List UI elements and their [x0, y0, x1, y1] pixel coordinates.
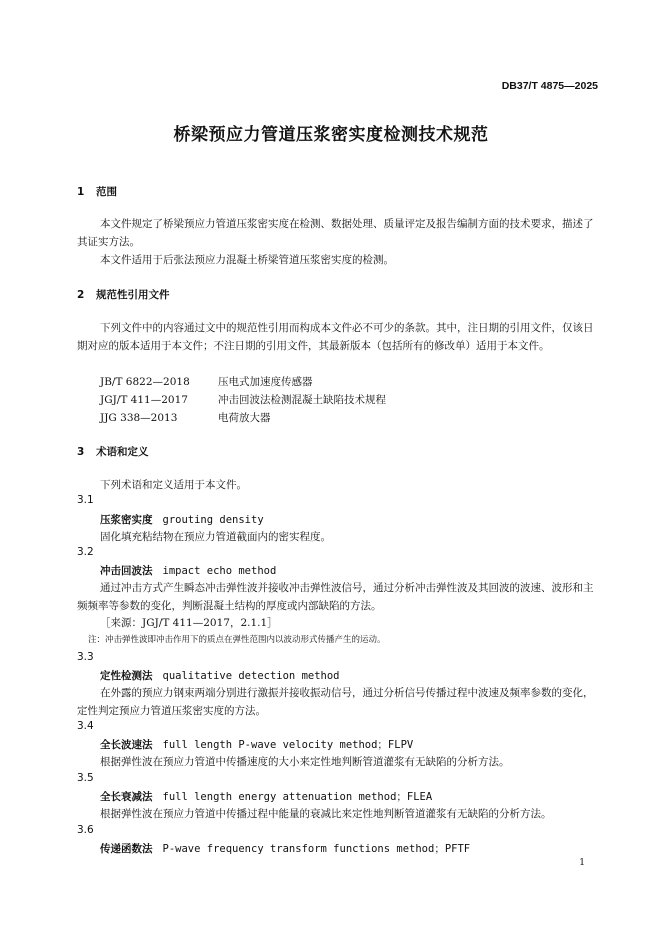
term-english: P-wave frequency transform functions method；PFTF	[162, 843, 471, 855]
term-number: 3.1	[77, 494, 94, 506]
term-entry	[100, 668, 340, 683]
term-chinese: 全长衰减法	[100, 791, 153, 803]
reference-name: 压电式加速度传感器	[218, 376, 313, 388]
normative-intro: 下列文件中的内容通过文中的规范性引用而构成本文件必不可少的条款。其中，注日期的引用文件，仅该日期对应的版本适用于本文件；不注日期的引用文件，其最新版本（包括所有的修改单）适用于本文件。	[77, 322, 594, 352]
term-number: 3.3	[77, 651, 94, 663]
reference-item	[100, 409, 271, 427]
term-definition: 根据弹性波在预应力管道中传播速度的大小来定性地判断管道灌浆有无缺陷的分析方法。	[100, 756, 510, 768]
section-title: 术语和定义	[96, 446, 149, 458]
standard-number: DB37/T 4875—2025	[501, 80, 598, 92]
scope-paragraph-2: 本文件适用于后张法预应力混凝土桥梁管道压浆密实度的检测。	[100, 254, 394, 266]
reference-code: JB/T 6822—2018	[100, 376, 190, 388]
section-number: 3	[77, 446, 85, 458]
term-number: 3.4	[77, 720, 94, 732]
term-definition: 在外露的预应力钢束两端分别进行激振并接收振动信号，通过分析信号传播过程中波速及频率参数的变化，定性判定预应力管道压浆密实度的方法。	[77, 687, 594, 717]
section-heading-terms	[77, 444, 149, 459]
term-english: impact echo method	[162, 565, 277, 577]
term-definition: 根据弹性波在预应力管道中传播过程中能量的衰减比来定性地判断管道灌浆有无缺陷的分析方法。	[100, 808, 552, 820]
scope-paragraph-1: 本文件规定了桥梁预应力管道压浆密实度在检测、数据处理、质量评定及报告编制方面的技术要求，描述了其证实方法。	[77, 218, 594, 248]
note-text: 冲击弹性波即冲击作用下的质点在弹性范围内以波动形式传播产生的运动。	[105, 635, 386, 645]
term-definition: 固化填充粘结物在预应力管道截面内的密实程度。	[100, 531, 331, 543]
term-entry	[100, 841, 470, 856]
section-number: 1	[77, 186, 85, 198]
term-english: full length P-wave velocity method；FLPV	[162, 739, 414, 751]
term-chinese: 全长波速法	[100, 739, 153, 751]
term-source: ［来源：JGJ/T 411—2017，2.1.1］	[100, 617, 278, 629]
terms-intro: 下列术语和定义适用于本文件。	[100, 479, 247, 491]
term-note	[88, 633, 386, 645]
term-entry	[100, 789, 432, 804]
term-english: grouting density	[162, 514, 264, 526]
reference-code: JJG 338—2013	[100, 412, 178, 424]
reference-item	[100, 391, 386, 409]
term-chinese: 传递函数法	[100, 843, 153, 855]
term-number: 3.2	[77, 546, 94, 558]
term-entry	[100, 563, 276, 578]
section-heading-scope	[77, 184, 117, 199]
term-english: qualitative detection method	[162, 670, 340, 682]
reference-name: 电荷放大器	[218, 412, 271, 424]
term-chinese: 定性检测法	[100, 670, 153, 682]
section-number: 2	[77, 289, 85, 301]
reference-name: 冲击回波法检测混凝土缺陷技术规程	[218, 394, 386, 406]
reference-code: JGJ/T 411—2017	[100, 394, 188, 406]
term-entry	[100, 737, 413, 752]
note-label: 注：	[88, 635, 106, 645]
page-number: 1	[579, 858, 585, 868]
term-chinese: 压浆密实度	[100, 514, 153, 526]
document-title: 桥梁预应力管道压浆密实度检测技术规范	[173, 125, 489, 145]
term-entry	[100, 512, 264, 527]
term-english: full length energy attenuation method；FLEA	[162, 791, 433, 803]
term-number: 3.6	[77, 824, 94, 836]
reference-item	[100, 373, 313, 391]
term-number: 3.5	[77, 772, 94, 784]
section-heading-normative	[77, 287, 170, 302]
term-chinese: 冲击回波法	[100, 565, 153, 577]
section-title: 规范性引用文件	[96, 289, 170, 301]
section-title: 范围	[96, 186, 117, 198]
term-definition: 通过冲击方式产生瞬态冲击弹性波并接收冲击弹性波信号，通过分析冲击弹性波及其回波的波速、波形和主频频率等参数的变化，判断混凝土结构的厚度或内部缺陷的方法。	[77, 582, 594, 612]
